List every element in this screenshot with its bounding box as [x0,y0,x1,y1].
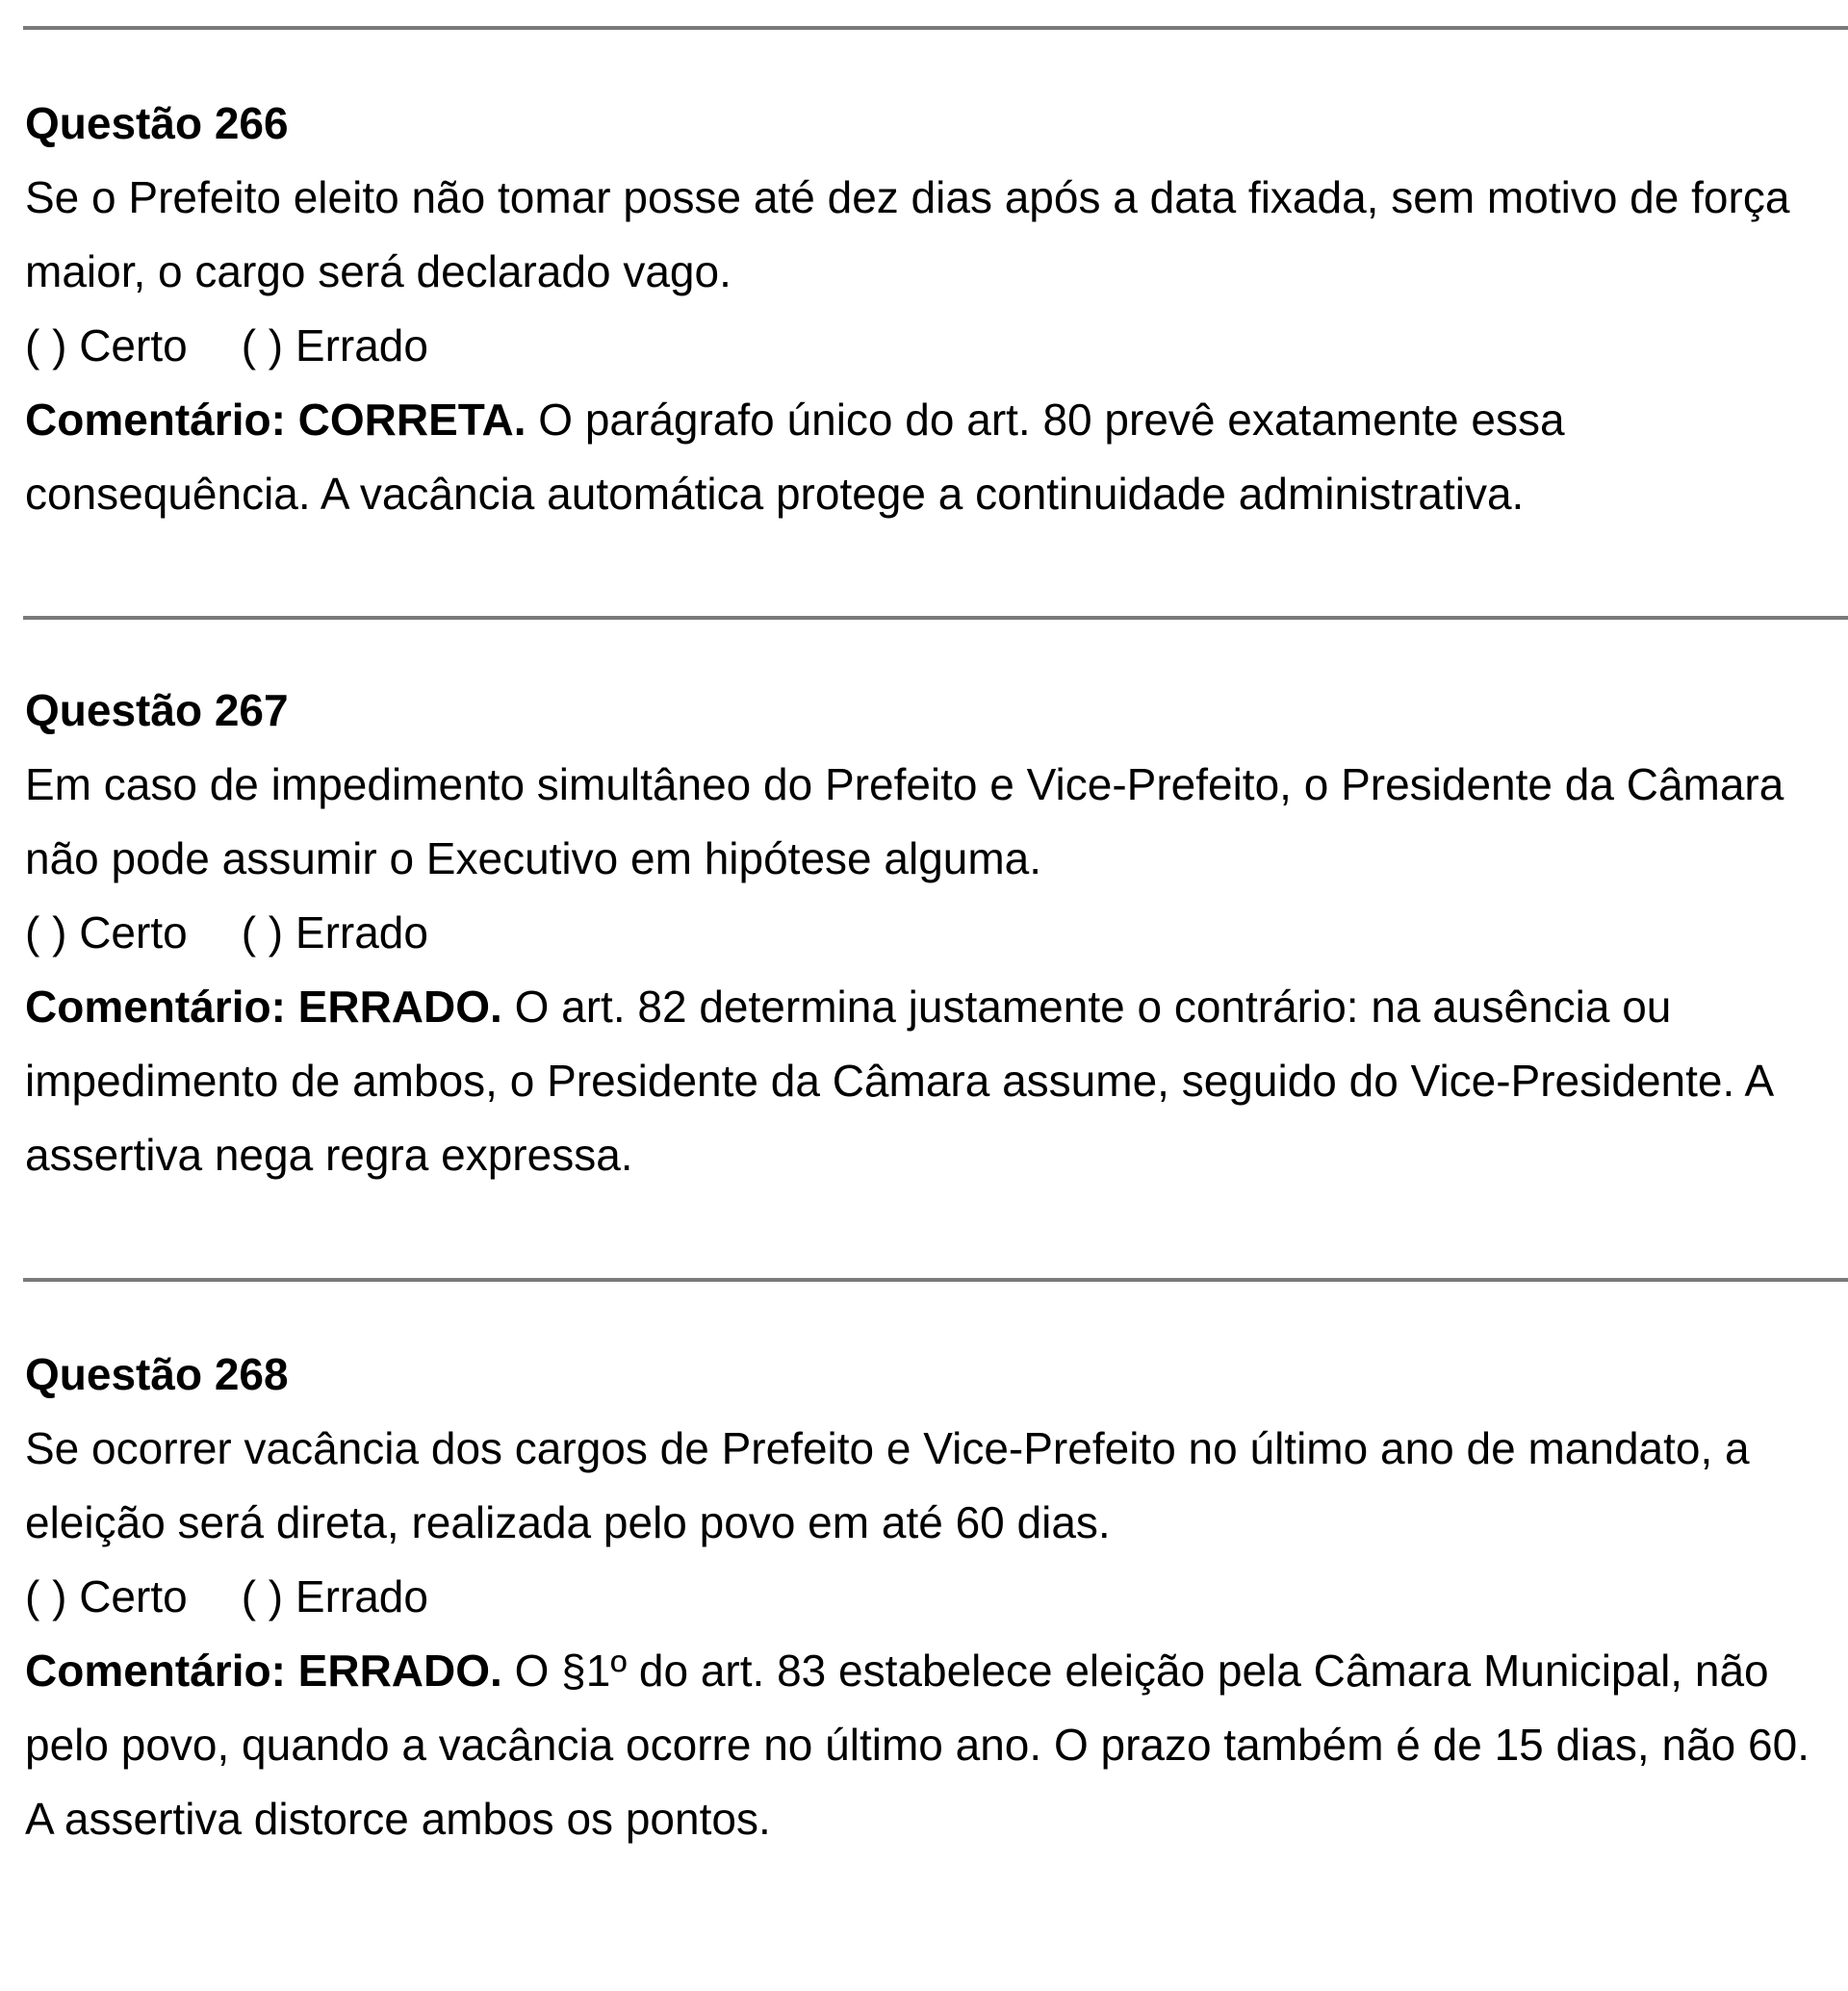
question-title: Questão 268 [25,1349,289,1399]
option-certo[interactable]: ( ) Certo [25,907,188,957]
question-title: Questão 267 [25,685,289,735]
comment-label: Comentário: ERRADO. [25,982,502,1032]
comment-text: O parágrafo único do art. 80 prevê exatamente essa consequência. A vacância automática protege a continuidade administrativa. [25,395,1565,519]
question-comment [25,383,1844,531]
option-errado[interactable]: ( ) Errado [241,1571,428,1621]
question-statement: Em caso de impedimento simultâneo do Prefeito e Vice-Prefeito, o Presidente da Câmara não pode assumir o Executivo em hipótese alguma. [25,759,1784,883]
divider-top [23,26,1848,30]
option-errado[interactable]: ( ) Errado [241,907,428,957]
comment-text: O art. 82 determina justamente o contrário: na ausência ou impedimento de ambos, o Presidente da Câmara assume, seguido do Vice-Presidente. A assertiva nega regra expressa. [25,982,1772,1180]
question-267 [25,674,1844,1192]
option-certo[interactable]: ( ) Certo [25,320,188,370]
comment-text: O §1º do art. 83 estabelece eleição pela Câmara Municipal, não pelo povo, quando a vacância ocorre no último ano. O prazo também é de 15 dias, não 60. A assertiva distorce ambos os pontos. [25,1646,1810,1844]
question-comment [25,1634,1844,1856]
comment-label: Comentário: CORRETA. [25,395,526,445]
question-266 [25,87,1844,531]
question-title: Questão 266 [25,98,289,148]
question-comment [25,970,1844,1192]
question-268 [25,1338,1844,1856]
option-certo[interactable]: ( ) Certo [25,1571,188,1621]
divider-2 [23,1278,1848,1282]
question-statement: Se ocorrer vacância dos cargos de Prefeito e Vice-Prefeito no último ano de mandato, a eleição será direta, realizada pelo povo em até 60 dias. [25,1423,1750,1547]
comment-label: Comentário: ERRADO. [25,1646,502,1696]
question-statement: Se o Prefeito eleito não tomar posse até dez dias após a data fixada, sem motivo de força maior, o cargo será declarado vago. [25,172,1790,296]
answer-options [25,1560,1844,1634]
option-errado[interactable]: ( ) Errado [241,320,428,370]
answer-options [25,309,1844,383]
answer-options [25,896,1844,970]
divider-1 [23,616,1848,620]
